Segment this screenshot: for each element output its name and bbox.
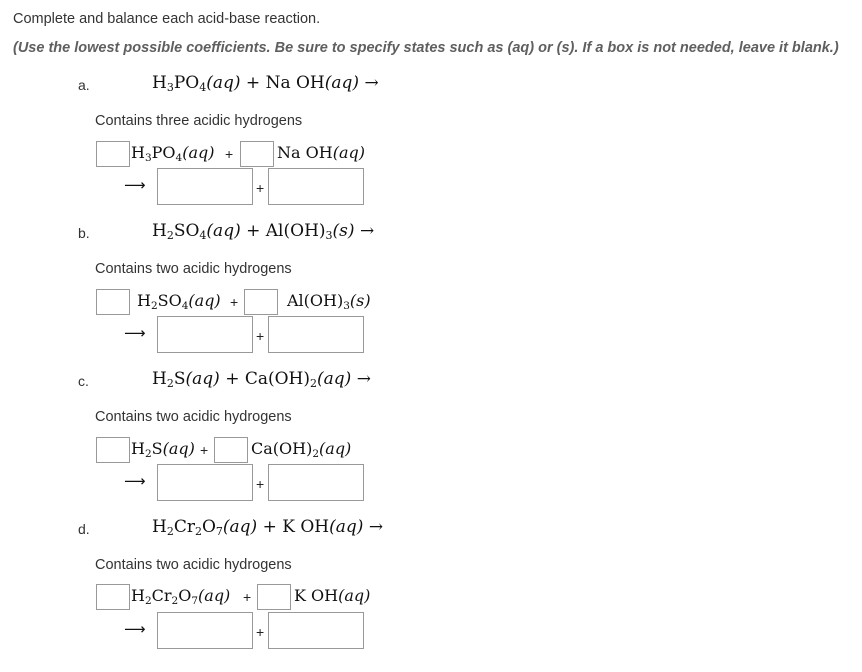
reaction-arrow-icon: ⟶ xyxy=(124,621,146,638)
part-d-base-formula: K OH(aq) xyxy=(294,586,371,605)
part-a-base-formula: Na OH(aq) xyxy=(277,143,365,162)
hint-text: (Use the lowest possible coefficients. Be sure to specify states such as (aq) or (s). If a box is not needed, leave it blank.) xyxy=(13,40,839,56)
part-a-note: Contains three acidic hydrogens xyxy=(95,113,303,129)
product-box-1-c[interactable] xyxy=(157,464,253,501)
instructions: Complete and balance each acid-base reaction. xyxy=(13,11,321,27)
coefficient-box-base-b[interactable] xyxy=(244,289,278,315)
coefficient-box-base-a[interactable] xyxy=(240,141,274,167)
coefficient-box-acid-b[interactable] xyxy=(96,289,130,315)
coefficient-box-base-c[interactable] xyxy=(214,437,248,463)
part-b-note: Contains two acidic hydrogens xyxy=(95,261,292,277)
part-b-letter: b. xyxy=(78,225,90,241)
part-d-acid-formula: $H_2Cr_2O_7(aq)$ xyxy=(131,586,231,607)
part-d-letter: d. xyxy=(78,521,90,537)
coefficient-box-acid-a[interactable] xyxy=(96,141,130,167)
part-c-acid-formula: $H_2S(aq)$ xyxy=(131,439,195,460)
product-box-1-d[interactable] xyxy=(157,612,253,649)
plus-sign: + xyxy=(230,294,239,310)
reaction-arrow-icon: ⟶ xyxy=(124,325,146,342)
part-a-acid-formula: $H_3PO_4(aq)$ xyxy=(131,143,215,164)
product-box-2-b[interactable] xyxy=(268,316,364,353)
part-d-equation: $H_2Cr_2O_7(aq) + K$ OH(aq) → xyxy=(152,517,384,538)
part-c-note: Contains two acidic hydrogens xyxy=(95,409,292,425)
coefficient-box-acid-d[interactable] xyxy=(96,584,130,610)
coefficient-box-base-d[interactable] xyxy=(257,584,291,610)
part-b-equation: $H_2SO_4(aq) + Al(OH)_3(s)$ → xyxy=(152,221,375,242)
plus-sign: + xyxy=(225,146,234,162)
part-a-equation: $H_3PO_4(aq) + Na$ OH(aq) → xyxy=(152,73,379,94)
plus-sign: + xyxy=(256,180,265,196)
part-c-equation: $H_2S(aq) + Ca(OH)_2(aq)$ → xyxy=(152,369,371,390)
part-b-acid-formula: $H_2SO_4(aq)$ xyxy=(137,291,221,312)
part-b-base-formula: $Al(OH)_3(s)$ xyxy=(287,291,371,312)
product-box-1-b[interactable] xyxy=(157,316,253,353)
plus-sign: + xyxy=(256,624,265,640)
plus-sign: + xyxy=(256,328,265,344)
plus-sign: + xyxy=(200,442,209,458)
product-box-2-a[interactable] xyxy=(268,168,364,205)
coefficient-box-acid-c[interactable] xyxy=(96,437,130,463)
part-c-base-formula: $Ca(OH)_2(aq)$ xyxy=(251,439,352,460)
plus-sign: + xyxy=(243,589,252,605)
reaction-arrow-icon: ⟶ xyxy=(124,473,146,490)
reaction-arrow-icon: ⟶ xyxy=(124,177,146,194)
part-a-letter: a. xyxy=(78,77,90,93)
product-box-1-a[interactable] xyxy=(157,168,253,205)
part-d-note: Contains two acidic hydrogens xyxy=(95,557,292,573)
product-box-2-d[interactable] xyxy=(268,612,364,649)
product-box-2-c[interactable] xyxy=(268,464,364,501)
plus-sign: + xyxy=(256,476,265,492)
part-c-letter: c. xyxy=(78,373,89,389)
